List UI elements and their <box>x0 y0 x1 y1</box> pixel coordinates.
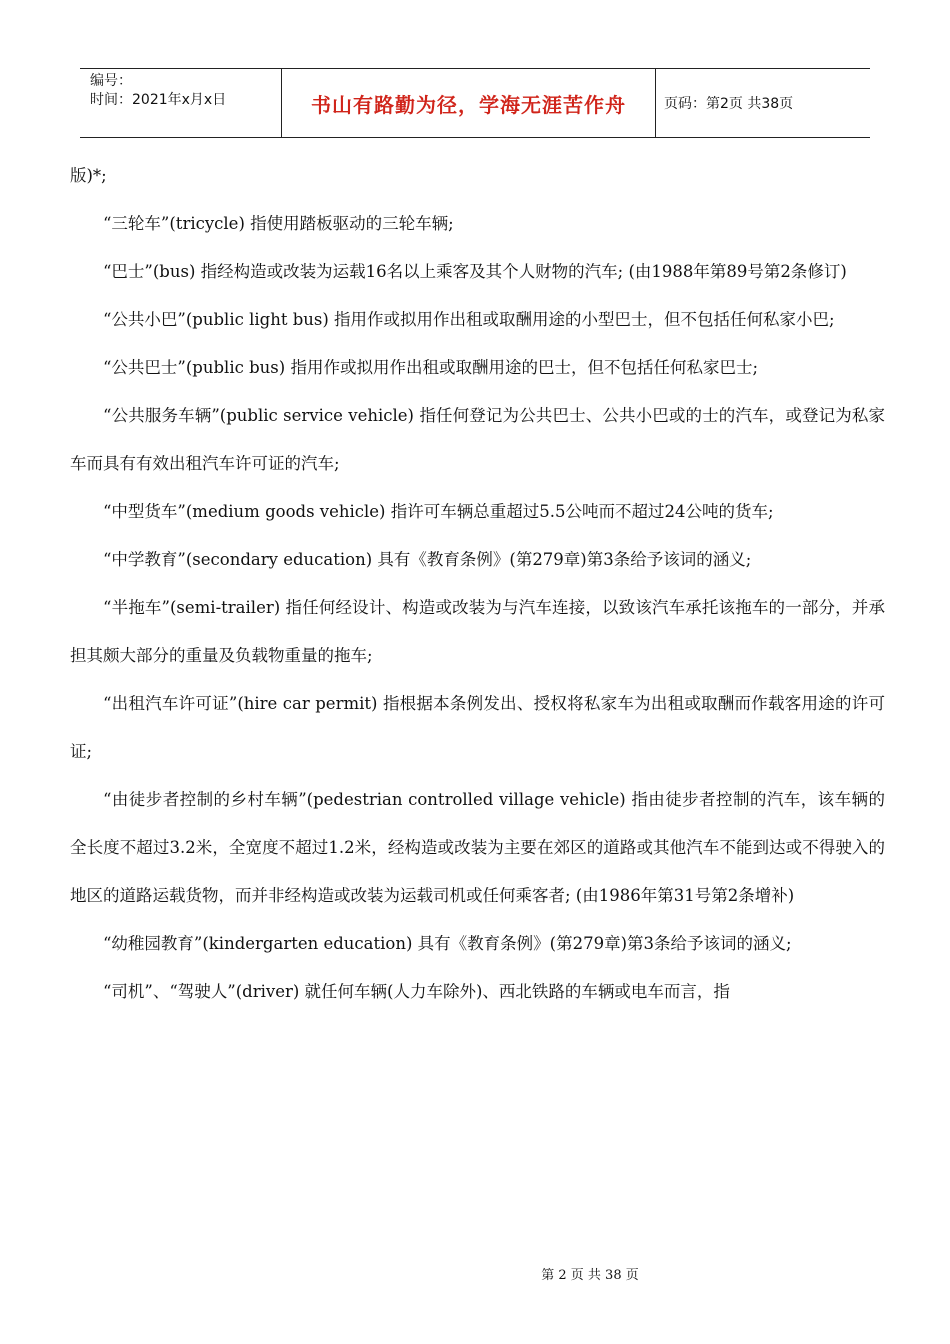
page-footer: 第 2 页 共 38 页 <box>541 1268 639 1283</box>
paragraph: “由徒步者控制的乡村车辆”(pedestrian controlled village vehicle) 指由徒步者控制的汽车，该车辆的全长度不超过3.2米，全宽度不超过1.2米，经构造或改装为主要在郊区的道路或其他汽车不能到达或不得驶入的地区的道路运载货物，而并非经构造或改装为运载司机或任何乘客者; (由1986年第31号第2条增补) <box>70 790 885 905</box>
paragraph: “中学教育”(secondary education) 具有《教育条例》(第279章)第3条给予该词的涵义; <box>103 550 752 569</box>
paragraph: “半拖车”(semi-trailer) 指任何经设计、构造或改装为与汽车连接，以致该汽车承托该拖车的一部分，并承担其颇大部分的重量及负载物重量的拖车; <box>70 598 885 665</box>
document-number-label: 编号： <box>90 73 132 89</box>
document-date: 时间：2021年x月x日 <box>90 92 227 108</box>
paragraph: “巴士”(bus) 指经构造或改装为运载16名以上乘客及其个人财物的汽车; (由1988年第89号第2条修订) <box>103 262 847 281</box>
page-header <box>80 68 870 138</box>
header-meta <box>80 69 282 137</box>
paragraph: “司机”、“驾驶人”(driver) 就任何车辆(人力车除外)、西北铁路的车辆或电车而言，指 <box>103 982 730 1001</box>
header-page-info: 页码：第2页 共38页 <box>664 96 794 112</box>
paragraph: “幼稚园教育”(kindergarten education) 具有《教育条例》(第279章)第3条给予该词的涵义; <box>103 934 792 953</box>
paragraph: “出租汽车许可证”(hire car permit) 指根据本条例发出、授权将私家车为出租或取酬而作载客用途的许可证; <box>70 694 885 761</box>
paragraph: “三轮车”(tricycle) 指使用踏板驱动的三轮车辆; <box>103 214 454 233</box>
paragraph: “公共小巴”(public light bus) 指用作或拟用作出租或取酬用途的小型巴士，但不包括任何私家小巴; <box>103 310 835 329</box>
header-motto: 书山有路勤为径，学海无涯苦作舟 <box>282 69 656 137</box>
paragraph: “公共巴士”(public bus) 指用作或拟用作出租或取酬用途的巴士，但不包括任何私家巴士; <box>103 358 758 377</box>
paragraph: “公共服务车辆”(public service vehicle) 指任何登记为公共巴士、公共小巴或的士的汽车，或登记为私家车而具有有效出租汽车许可证的汽车; <box>70 406 885 473</box>
paragraph: 版)*; <box>70 166 107 185</box>
document-body <box>70 152 885 1016</box>
paragraph: “中型货车”(medium goods vehicle) 指许可车辆总重超过5.5公吨而不超过24公吨的货车; <box>103 502 774 521</box>
